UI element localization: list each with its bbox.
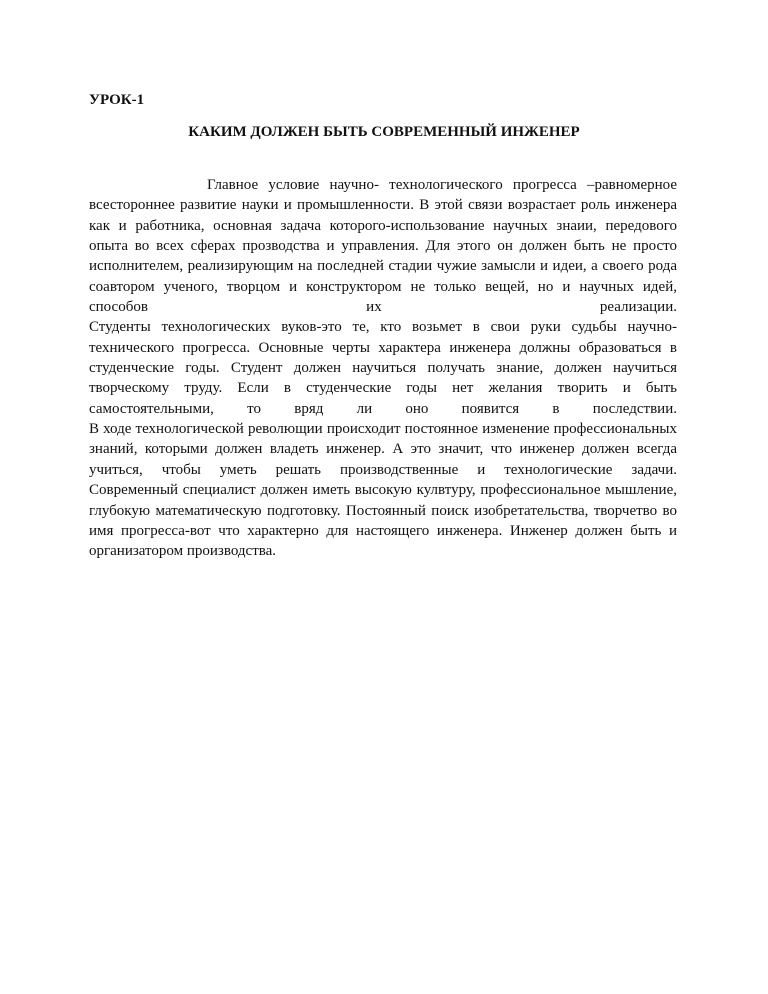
text-line: соавтором ученого, творцом и конструктором не только вещей, но и научных идей, — [89, 278, 677, 295]
text-line: учиться, чтобы уметь решать производственные и технологические задачи. — [89, 461, 677, 478]
text-line: студенческие годы. Студент должен научиться получать знание, должен научиться — [89, 360, 677, 377]
text-line: имя прогресса-вот что характерно для настоящего инженера. Инженер должен быть и — [89, 522, 677, 539]
body-text — [89, 175, 677, 562]
text-line: глубокую математическую подготовку. Постоянный поиск изобретательства, творчетво во — [89, 502, 677, 519]
text-line: самостоятельными, то вряд ли оно появится в последствии. — [89, 400, 677, 417]
text-line: технического прогресса. Основные черты характера инженера должны образоваться в — [89, 339, 677, 356]
text-line: всестороннее развитие науки и промышленности. В этой связи возрастает роль инженера — [89, 197, 677, 214]
page-title: КАКИМ ДОЛЖЕН БЫТЬ СОВРЕМЕННЫЙ ИНЖЕНЕР — [188, 124, 580, 140]
lesson-label: УРОК-1 — [89, 92, 145, 108]
text-line: способов их реализации. — [89, 299, 677, 316]
text-line: знаний, которыми должен владеть инженер. А это значит, что инженер должен всегда — [89, 441, 677, 458]
text-line: Современный специалист должен иметь высокую кулвтуру, профессиональное мышление, — [89, 482, 677, 499]
text-line: В ходе технологической револющии происходит постоянное изменение профессиональных — [89, 421, 677, 438]
text-line: организатором производства. — [89, 543, 277, 560]
text-line: как и работника, основная задача которого-использование научных знаии, передового — [89, 217, 677, 234]
text-line: опыта во всех сферах прозводства и управления. Для этого он должен быть не просто — [89, 238, 677, 255]
text-line: творческому труду. Если в студенческие годы нет желания творить и быть — [89, 380, 677, 397]
text-line: исполнителем, реализирующим на последней стадии чужие замысли и идеи, а своего рода — [89, 258, 677, 275]
text-line: Студенты технологических вуков-это те, кто возьмет в свои руки судьбы научно- — [89, 319, 677, 336]
text-line: Главное условие научно- технологического прогресса –равномерное — [207, 177, 677, 193]
